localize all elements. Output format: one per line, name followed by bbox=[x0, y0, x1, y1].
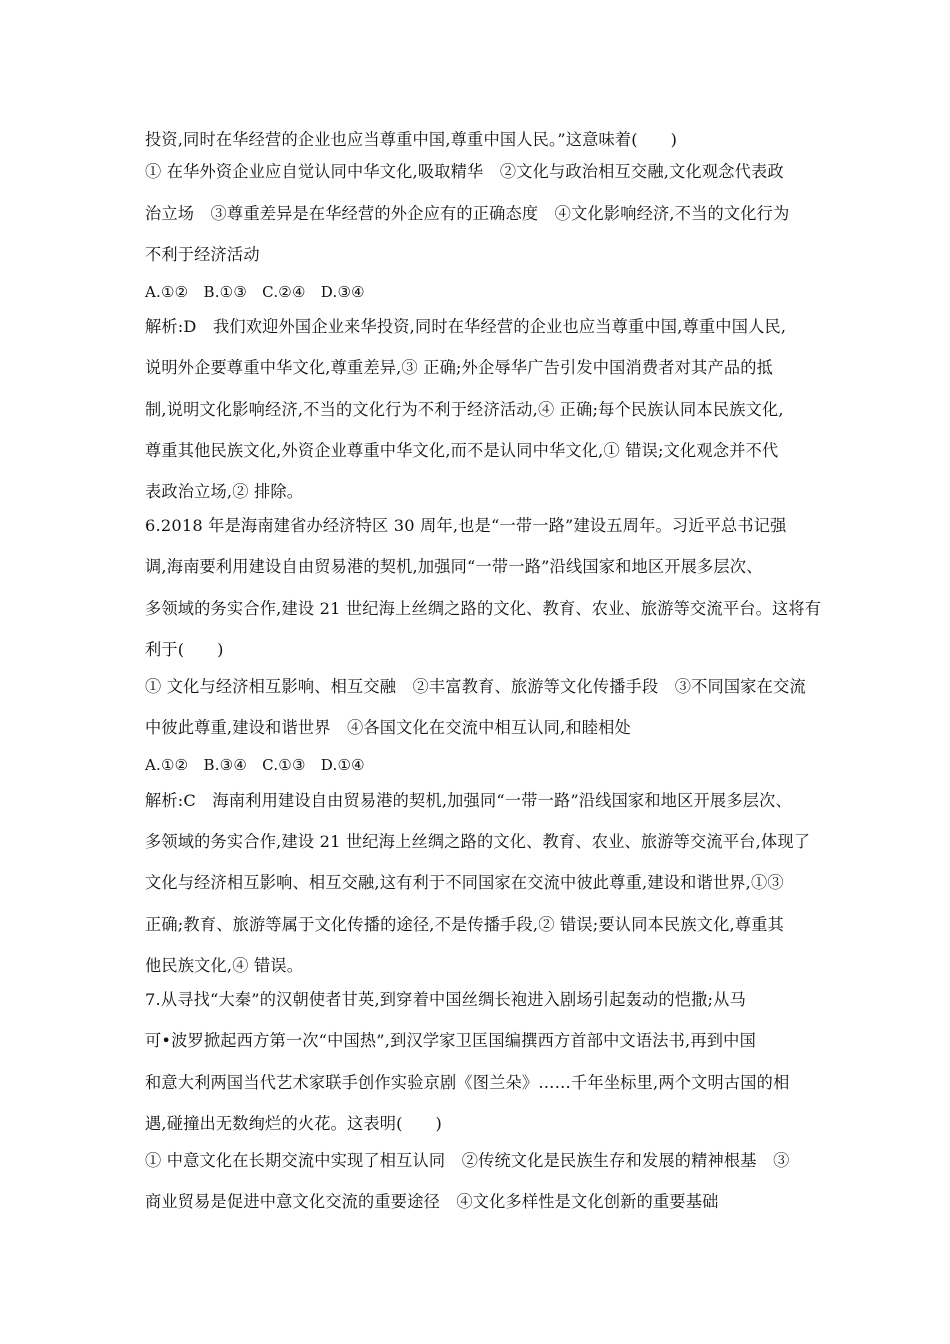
question-7-line: 可•波罗掀起西方第一次“中国热”,到汉学家卫匡国编撰西方首部中文语法书,再到中国 bbox=[145, 1031, 756, 1050]
question-6-option: ① 文化与经济相互影响、相互交融 ②丰富教育、旅游等文化传播手段 ③不同国家在交流 bbox=[145, 677, 806, 696]
text-line: 投资,同时在华经营的企业也应当尊重中国,尊重中国人民。”这意味着( ) bbox=[145, 130, 678, 149]
question-6-line: 调,海南要利用建设自由贸易港的契机,加强同“一带一路”沿线国家和地区开展多层次、 bbox=[145, 557, 763, 576]
analysis-line: 多领域的务实合作,建设 21 世纪海上丝绸之路的文化、教育、农业、旅游等交流平台,体现了 bbox=[145, 832, 811, 851]
answer-options: A.①② B.③④ C.①③ D.①④ bbox=[145, 756, 365, 774]
question-6-line: 多领域的务实合作,建设 21 世纪海上丝绸之路的文化、教育、农业、旅游等交流平台。这将有 bbox=[145, 599, 822, 618]
question-7-line: 7.从寻找“大秦”的汉朝使者甘英,到穿着中国丝绸长袍进入剧场引起轰动的恺撒;从马 bbox=[145, 990, 746, 1009]
question-7-option: 商业贸易是促进中意文化交流的重要途径 ④文化多样性是文化创新的重要基础 bbox=[145, 1192, 719, 1211]
analysis-line: 文化与经济相互影响、相互交融,这有利于不同国家在交流中彼此尊重,建设和谐世界,①③ bbox=[145, 873, 784, 892]
analysis-line: 正确;教育、旅游等属于文化传播的途径,不是传播手段,② 错误;要认同本民族文化,尊重其 bbox=[145, 915, 785, 934]
analysis-line: 制,说明文化影响经济,不当的文化行为不利于经济活动,④ 正确;每个民族认同本民族文化, bbox=[145, 400, 784, 419]
answer-options: A.①② B.①③ C.②④ D.③④ bbox=[145, 283, 365, 301]
analysis-line: 表政治立场,② 排除。 bbox=[145, 482, 304, 501]
analysis-line: 解析:D 我们欢迎外国企业来华投资,同时在华经营的企业也应当尊重中国,尊重中国人民, bbox=[145, 317, 787, 336]
question-7-option: ① 中意文化在长期交流中实现了相互认同 ②传统文化是民族生存和发展的精神根基 ③ bbox=[145, 1151, 790, 1170]
analysis-line: 解析:C 海南利用建设自由贸易港的契机,加强同“一带一路”沿线国家和地区开展多层次、 bbox=[145, 791, 792, 810]
analysis-line: 尊重其他民族文化,外资企业尊重中华文化,而不是认同中华文化,① 错误;文化观念并不代 bbox=[145, 441, 779, 460]
question-7-line: 遇,碰撞出无数绚烂的火花。这表明( ) bbox=[145, 1114, 442, 1133]
analysis-line: 说明外企要尊重中华文化,尊重差异,③ 正确;外企辱华广告引发中国消费者对其产品的抵 bbox=[145, 358, 774, 377]
question-6-line: 6.2018 年是海南建省办经济特区 30 周年,也是“一带一路”建设五周年。习近平总书记强 bbox=[145, 516, 787, 535]
question-6-line: 利于( ) bbox=[145, 640, 224, 659]
text-line: 不利于经济活动 bbox=[145, 245, 260, 264]
question-7-line: 和意大利两国当代艺术家联手创作实验京剧《图兰朵》……千年坐标里,两个文明古国的相 bbox=[145, 1073, 790, 1092]
text-line: 治立场 ③尊重差异是在华经营的外企应有的正确态度 ④文化影响经济,不当的文化行为 bbox=[145, 204, 790, 223]
analysis-line: 他民族文化,④ 错误。 bbox=[145, 956, 304, 975]
text-line: ① 在华外资企业应自觉认同中华文化,吸取精华 ②文化与政治相互交融,文化观念代表政 bbox=[145, 162, 784, 181]
question-6-option: 中彼此尊重,建设和谐世界 ④各国文化在交流中相互认同,和睦相处 bbox=[145, 718, 631, 737]
